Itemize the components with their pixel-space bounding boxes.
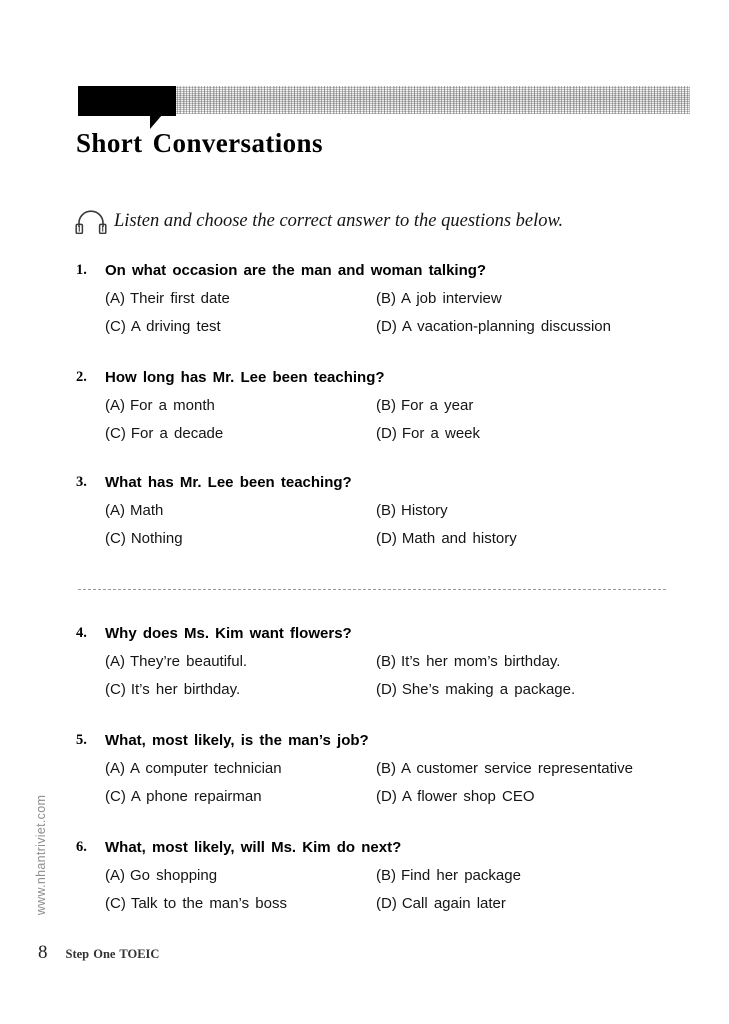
answer-option-row [76,290,696,318]
question-header [76,625,696,649]
answer-option[interactable] [105,425,223,442]
answer-option[interactable] [376,397,473,414]
question-stem: What, most likely, will Ms. Kim do next? [105,839,402,856]
watermark [30,770,52,940]
answer-option-text: They’re beautiful. [130,653,248,670]
answer-option-letter: (D) [376,895,397,912]
answer-option-letter: (C) [105,318,126,335]
answer-option-text: For a year [401,397,474,414]
answer-option-text: Math [130,502,164,519]
banner-texture-strip [174,86,690,114]
answer-option-text: For a month [130,397,215,414]
answer-option[interactable] [105,760,282,777]
answer-option-letter: (D) [376,530,397,547]
answer-options [76,290,696,346]
answer-option[interactable] [105,318,221,335]
footer-book-title: Step One TOEIC [65,947,160,961]
answer-option-text: A customer service representative [401,760,633,777]
question-header [76,839,696,863]
answer-option[interactable] [376,290,502,307]
answer-option-text: Find her package [401,867,521,884]
answer-option-row [76,867,696,895]
question-item [76,474,696,558]
answer-option-letter: (B) [376,760,396,777]
answer-option-letter: (A) [105,502,125,519]
answer-option[interactable] [105,530,183,547]
answer-option-letter: (A) [105,760,125,777]
answer-option-letter: (B) [376,290,396,307]
answer-option[interactable] [105,290,230,307]
answer-option-letter: (C) [105,788,126,805]
answer-option-text: For a week [401,425,481,442]
answer-option-row [76,425,696,453]
answer-option-text: It’s her mom’s birthday. [401,653,561,670]
answer-option-letter: (C) [105,530,126,547]
question-stem: What, most likely, is the man’s job? [105,732,369,749]
answer-option-row [76,681,696,709]
answer-option-row [76,502,696,530]
answer-option-row [76,653,696,681]
answer-option-row [76,530,696,558]
answer-option[interactable] [105,867,217,884]
answer-option-letter: (A) [105,397,125,414]
answer-option[interactable] [105,397,215,414]
answer-option[interactable] [376,530,517,547]
answer-option[interactable] [376,760,633,777]
answer-option[interactable] [376,867,521,884]
question-stem: Why does Ms. Kim want flowers? [105,625,352,642]
answer-option[interactable] [105,681,240,698]
answer-option-row [76,788,696,816]
answer-option[interactable] [105,653,247,670]
question-number: 3. [76,474,87,490]
part-banner [78,86,690,116]
footer-page-number: 8 [38,942,48,963]
answer-option-text: Call again later [401,895,506,912]
part-tag-tail-icon [150,115,162,129]
answer-option[interactable] [376,318,611,335]
watermark-text: www.nhantriviet.com [34,794,48,916]
answer-option-letter: (A) [105,290,125,307]
answer-option-text: Math and history [401,530,517,547]
question-stem: On what occasion are the man and woman talking? [105,262,487,279]
question-number: 4. [76,625,87,641]
answer-option-letter: (C) [105,895,126,912]
answer-option-letter: (B) [376,397,396,414]
answer-option-row [76,760,696,788]
section-divider [78,589,666,590]
question-item [76,625,696,709]
answer-options [76,760,696,816]
part-tag [78,86,176,116]
question-header [76,474,696,498]
answer-option[interactable] [105,502,163,519]
question-item [76,369,696,453]
answer-option-text: A driving test [130,318,221,335]
page-title: Short Conversations [76,128,323,158]
answer-option-row [76,318,696,346]
answer-option[interactable] [376,681,575,698]
answer-option-text: A flower shop CEO [401,788,535,805]
answer-option-text: A vacation-planning discussion [401,318,611,335]
answer-option-letter: (A) [105,867,125,884]
answer-option-letter: (A) [105,653,125,670]
directions-line [74,208,563,234]
answer-option[interactable] [105,895,287,912]
directions-text: Listen and choose the correct answer to the questions below. [114,210,564,231]
answer-option-letter: (B) [376,502,396,519]
answer-option[interactable] [376,895,506,912]
answer-option-letter: (B) [376,653,396,670]
answer-option-text: Their first date [130,290,230,307]
answer-option-letter: (C) [105,681,126,698]
answer-option-letter: (D) [376,425,397,442]
answer-options [76,502,696,558]
answer-options [76,867,696,923]
question-number: 5. [76,732,87,748]
question-stem: What has Mr. Lee been teaching? [105,474,352,491]
question-number: 6. [76,839,87,855]
headphones-icon [74,208,108,234]
answer-option-row [76,397,696,425]
answer-option-text: A phone repairman [130,788,262,805]
answer-option-letter: (B) [376,867,396,884]
question-item [76,732,696,816]
answer-option[interactable] [105,788,262,805]
question-item [76,839,696,923]
answer-option-letter: (D) [376,788,397,805]
question-header [76,262,696,286]
question-item [76,262,696,346]
answer-option-text: It’s her birthday. [130,681,241,698]
answer-option-text: History [401,502,448,519]
answer-option[interactable] [376,502,448,519]
question-stem: How long has Mr. Lee been teaching? [105,369,385,386]
answer-option-text: Talk to the man’s boss [130,895,287,912]
question-number: 1. [76,262,87,278]
answer-option[interactable] [376,425,480,442]
question-number: 2. [76,369,87,385]
question-header [76,369,696,393]
answer-option-text: For a decade [130,425,224,442]
answer-option-text: A computer technician [130,760,282,777]
answer-option-letter: (D) [376,318,397,335]
answer-options [76,653,696,709]
page-footer [38,942,159,964]
answer-option-letter: (D) [376,681,397,698]
answer-option-text: Go shopping [130,867,218,884]
question-header [76,732,696,756]
answer-option-row [76,895,696,923]
answer-option-text: She’s making a package. [401,681,576,698]
answer-option-letter: (C) [105,425,126,442]
answer-option[interactable] [376,653,560,670]
answer-option[interactable] [376,788,535,805]
answer-option-text: A job interview [401,290,502,307]
answer-option-text: Nothing [130,530,183,547]
answer-options [76,397,696,453]
